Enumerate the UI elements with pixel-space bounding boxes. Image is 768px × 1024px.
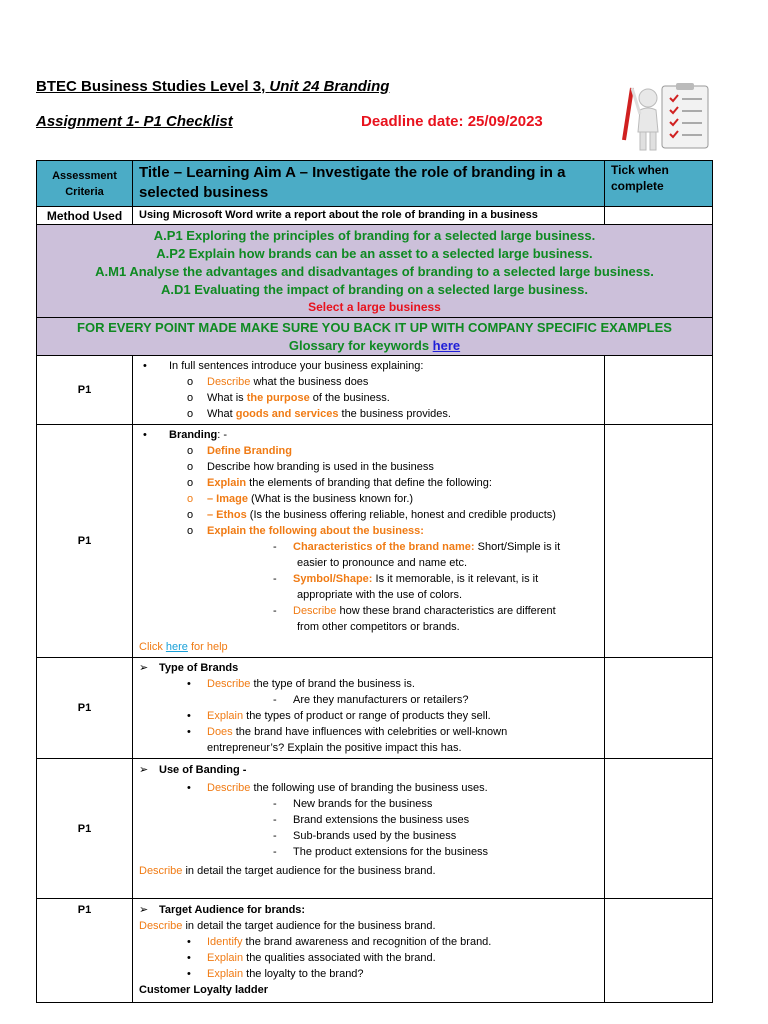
aim-p1: A.P1 Exploring the principles of branding for a selected large business.: [153, 228, 596, 243]
tick-cell[interactable]: [605, 425, 713, 658]
document-title: [36, 78, 389, 95]
arrow-bullet-icon: ➢: [139, 904, 149, 916]
criteria-p1: P1: [37, 658, 133, 759]
learning-aim-title: Title – Learning Aim A – Investigate the role of branding in a selected business: [133, 161, 605, 207]
circle-bullet-icon: o: [187, 477, 194, 489]
checklist-table: [36, 160, 713, 1003]
assignment-title: Assignment 1- P1 Checklist: [36, 113, 233, 130]
bullet-icon: •: [187, 782, 191, 794]
branding-task-cell: • Branding: - o Define Branding o Describe how branding is used in the business o Explain the elements of branding that define the following: o – Image (What is the business known for.) o – Ethos (Is the business offering reliable, honest and credible products) o Explain the following about the business: - Characteristics of the brand name: Short/Simple is it easier to pronounce and name etc. - Symbol/Shape: Is it memorable, is it relevant, is it appropriate with the use of colors. - Describe how these brand characteristics are different from other competitors or brands. Click here for help: [133, 425, 605, 658]
evidence-box: [37, 318, 713, 356]
criteria-p1: P1: [37, 356, 133, 425]
dash-bullet-icon: -: [273, 694, 277, 706]
dash-bullet-icon: -: [273, 573, 277, 585]
method-label: Method Used: [37, 207, 133, 225]
tick-cell[interactable]: [605, 356, 713, 425]
dash-bullet-icon: -: [273, 605, 277, 617]
circle-bullet-icon: o: [187, 445, 194, 457]
dash-bullet-icon: -: [273, 814, 277, 826]
target-audience-task-cell: ➢ Target Audience for brands: Describe in detail the target audience for the business brand. • Identify the brand awareness and recognition of the brand. • Explain the qualities associated with the brand. • Explain the loyalty to the brand? Customer Loyalty ladder: [133, 899, 605, 1003]
arrow-bullet-icon: ➢: [139, 662, 149, 674]
brand-type-task-cell: ➢ Type of Brands • Describe the type of brand the business is. - Are they manufacturers or retailers? • Explain the types of product or range of products they sell. • Does the brand have influences with celebrities or well-known entrepreneur’s? Explain the positive impact this has.: [133, 658, 605, 759]
tick-cell[interactable]: [605, 899, 713, 1003]
title-prefix: BTEC Business Studies Level 3,: [36, 78, 270, 95]
dash-bullet-icon: -: [273, 846, 277, 858]
bullet-icon: •: [187, 952, 191, 964]
learning-aims-box: [37, 225, 713, 318]
tick-cell[interactable]: [605, 658, 713, 759]
branding-use-task-cell: ➢ Use of Banding - • Describe the following use of branding the business uses. - New brands for the business - Brand extensions the business uses - Sub-brands used by the business - The product extensions for the business Describe in detail the target audience for the business brand.: [133, 759, 605, 899]
bullet-icon: •: [187, 968, 191, 980]
bullet-icon: •: [143, 429, 147, 441]
select-business-note: Select a large business: [308, 300, 441, 314]
bullet-icon: •: [187, 936, 191, 948]
tick-cell[interactable]: [605, 207, 713, 225]
arrow-bullet-icon: ➢: [139, 764, 149, 776]
method-text: Using Microsoft Word write a report about the role of branding in a business: [133, 207, 605, 225]
circle-bullet-icon: o: [187, 461, 194, 473]
circle-bullet-icon: o: [187, 376, 194, 388]
glossary-link[interactable]: here: [432, 337, 461, 353]
checklist-figure-icon: [618, 80, 718, 156]
dash-bullet-icon: -: [273, 798, 277, 810]
intro-task-cell: • In full sentences introduce your business explaining: o Describe what the business does o What is the purpose of the business. o What goods and services the business provides.: [133, 356, 605, 425]
every-point-note: FOR EVERY POINT MADE MAKE SURE YOU BACK IT UP WITH COMPANY SPECIFIC EXAMPLES: [77, 319, 672, 335]
circle-bullet-icon: o: [187, 493, 194, 505]
tick-header: Tick when complete: [605, 161, 713, 207]
loyalty-ladder-label: Customer Loyalty ladder: [139, 984, 268, 996]
intro-text: In full sentences introduce your business explaining:: [169, 360, 424, 372]
tick-cell[interactable]: [605, 759, 713, 899]
criteria-p1: P1: [37, 425, 133, 658]
bullet-icon: •: [187, 726, 191, 738]
circle-bullet-icon: o: [187, 392, 194, 404]
help-link[interactable]: here: [165, 641, 188, 653]
circle-bullet-icon: o: [187, 525, 194, 537]
criteria-header: Assessment Criteria: [37, 161, 133, 207]
dash-bullet-icon: -: [273, 830, 277, 842]
aim-p2: A.P2 Explain how brands can be an asset to a selected large business.: [156, 246, 593, 261]
dash-bullet-icon: -: [273, 541, 277, 553]
bullet-icon: •: [187, 710, 191, 722]
bullet-icon: •: [187, 678, 191, 690]
circle-bullet-icon: o: [187, 509, 194, 521]
title-unit: Unit 24 Branding: [269, 78, 390, 95]
criteria-p1: P1: [37, 899, 133, 1003]
aim-d1: A.D1 Evaluating the impact of branding on a selected large business.: [161, 282, 588, 297]
glossary-text: Glossary for keywords: [288, 337, 433, 353]
criteria-p1: P1: [37, 759, 133, 899]
circle-bullet-icon: o: [187, 408, 194, 420]
bullet-icon: •: [143, 360, 147, 372]
deadline-date: Deadline date: 25/09/2023: [361, 113, 543, 130]
aim-m1: A.M1 Analyse the advantages and disadvantages of branding to a selected large business.: [95, 264, 654, 279]
